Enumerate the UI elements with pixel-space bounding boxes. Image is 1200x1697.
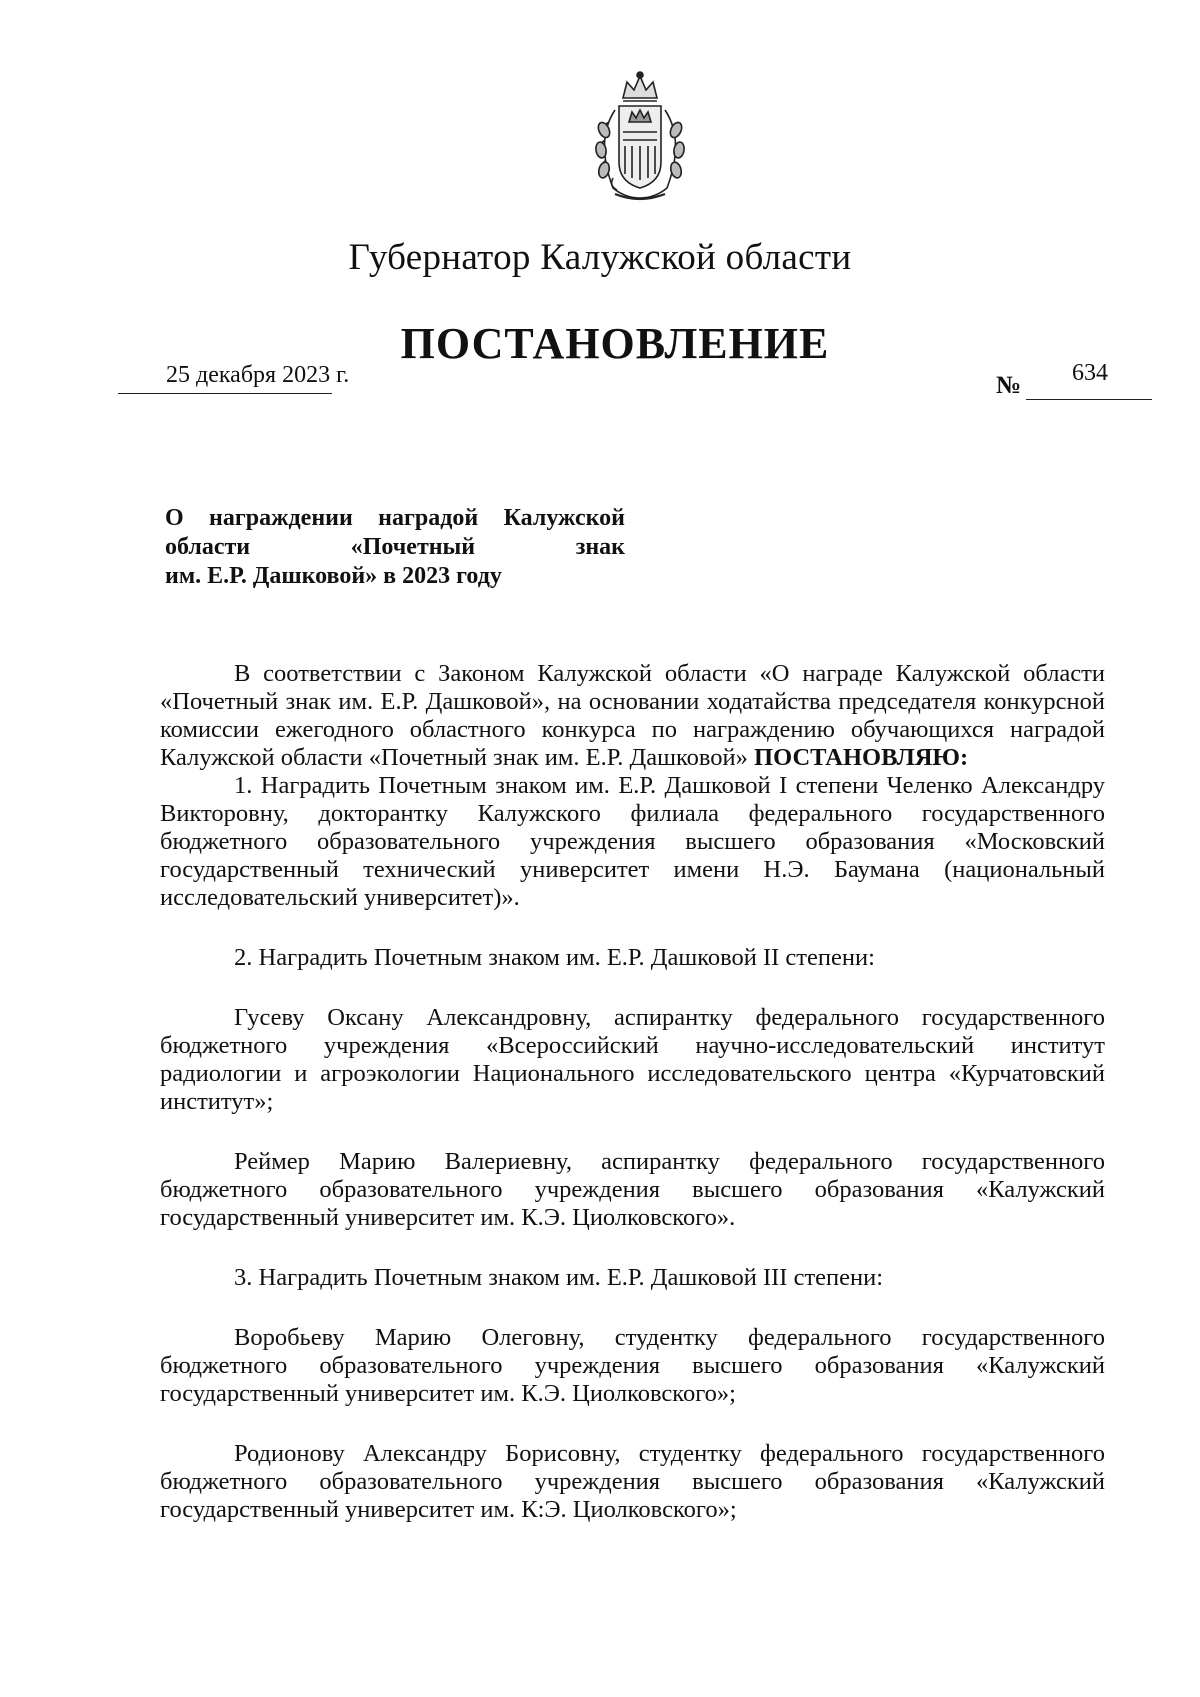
document-number bbox=[996, 360, 1152, 404]
resolve-word: ПОСТАНОВЛЯЮ: bbox=[754, 744, 969, 771]
item-3-person-1: Воробьеву Марию Олеговну, студентку федерального государственного бюджетного образовательного учреждения высшего образования «Калужский государственный университет им. К.Э. Циолковского»; bbox=[160, 1324, 1105, 1407]
number-sign: № bbox=[996, 372, 1022, 399]
document-body bbox=[160, 660, 1105, 1524]
date-underline bbox=[118, 393, 332, 394]
coat-of-arms-icon bbox=[585, 70, 695, 205]
number-underline bbox=[1026, 399, 1152, 400]
subject-line-2: области «Почетный знак bbox=[165, 534, 625, 560]
document-subject bbox=[165, 504, 625, 591]
document-type-title: ПОСТАНОВЛЕНИЕ bbox=[400, 319, 830, 368]
item-2-heading: 2. Наградить Почетным знаком им. Е.Р. Дашковой II степени: bbox=[234, 944, 875, 971]
item-3-heading: 3. Наградить Почетным знаком им. Е.Р. Дашковой III степени: bbox=[234, 1264, 884, 1291]
preamble-paragraph bbox=[160, 660, 1105, 772]
date-value: 25 декабря 2023 г. bbox=[166, 362, 350, 388]
subject-line-1: О награждении наградой Калужской bbox=[165, 505, 625, 531]
preamble-text: В соответствии с Законом Калужской области «О награде Калужской области «Почетный знак им. Е.Р. Дашковой», на основании ходатайства председателя конкурсной комиссии ежегодного областного конкурса по награждению обучающихся наградой Калужской области «Почетный знак им. Е.Р. Дашковой» bbox=[160, 660, 1105, 771]
item-2-person-2: Реймер Марию Валериевну, аспирантку федерального государственного бюджетного образовательного учреждения высшего образования «Калужский государственный университет им. К.Э. Циолковского». bbox=[160, 1148, 1105, 1231]
item-2-person-1: Гусеву Оксану Александровну, аспирантку федерального государственного бюджетного учреждения «Всероссийский научно-исследовательский институт радиологии и агроэкологии Национального исследовательского центра «Курчатовский институт»; bbox=[160, 1004, 1105, 1115]
item-3-person-2: Родионову Александру Борисовну, студентку федерального государственного бюджетного образовательного учреждения высшего образования «Калужский государственный университет им. К:Э. Циолковского»; bbox=[160, 1440, 1105, 1523]
number-value: 634 bbox=[1072, 360, 1108, 386]
item-1-paragraph: 1. Наградить Почетным знаком им. Е.Р. Дашковой I степени Челенко Александру Викторовну, докторантку Калужского филиала федерального государственного бюджетного образовательного учреждения высшего образования «Московский государственный технический университет имени Н.Э. Баумана (национальный исследовательский университет)». bbox=[160, 772, 1105, 911]
governor-title: Губернатор Калужской области bbox=[348, 237, 852, 278]
subject-line-3: им. Е.Р. Дашковой» в 2023 году bbox=[165, 563, 502, 589]
